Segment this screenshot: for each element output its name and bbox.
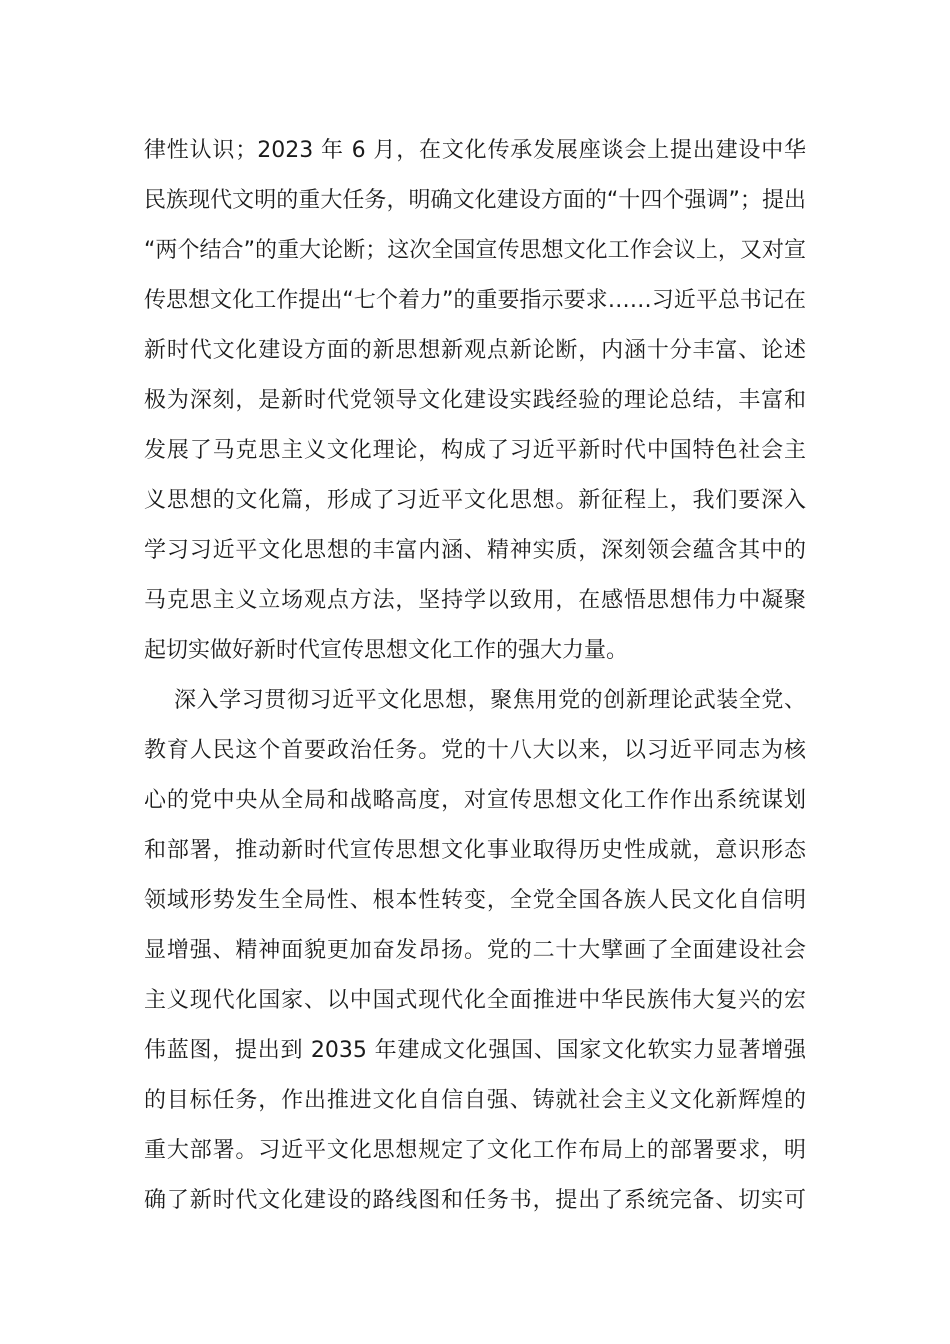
text-line: 深入学习贯彻习近平文化思想，聚焦用党的创新理论武装全党、 — [174, 688, 806, 713]
text-line: 的目标任务，作出推进文化自信自强、铸就社会主义文化新辉煌的 — [144, 1088, 806, 1113]
paragraph-1 — [144, 126, 806, 676]
text-line: 显增强、精神面貌更加奋发昂扬。党的二十大擘画了全面建设社会 — [144, 938, 806, 963]
text-line: 心的党中央从全局和战略高度，对宣传思想文化工作作出系统谋划 — [144, 788, 806, 813]
paragraph-2 — [144, 676, 806, 1226]
text-line: 伟蓝图，提出到 2035 年建成文化强国、国家文化软实力显著增强 — [144, 1038, 806, 1063]
text-line: 义思想的文化篇，形成了习近平文化思想。新征程上，我们要深入 — [144, 488, 806, 513]
text-line: 领域形势发生全局性、根本性转变，全党全国各族人民文化自信明 — [144, 888, 806, 913]
text-line: 学习习近平文化思想的丰富内涵、精神实质，深刻领会蕴含其中的 — [144, 538, 806, 563]
text-line: 起切实做好新时代宣传思想文化工作的强大力量。 — [144, 638, 629, 663]
text-line: 律性认识；2023 年 6 月，在文化传承发展座谈会上提出建设中华 — [144, 138, 806, 163]
text-line: 传思想文化工作提出“七个着力”的重要指示要求……习近平总书记在 — [144, 288, 806, 313]
text-line: 新时代文化建设方面的新思想新观点新论断，内涵十分丰富、论述 — [144, 338, 806, 363]
body-text — [144, 126, 806, 1226]
text-line: 教育人民这个首要政治任务。党的十八大以来，以习近平同志为核 — [144, 738, 806, 763]
text-line: 和部署，推动新时代宣传思想文化事业取得历史性成就，意识形态 — [144, 838, 806, 863]
text-line: 民族现代文明的重大任务，明确文化建设方面的“十四个强调”；提出 — [144, 188, 806, 213]
text-line: 主义现代化国家、以中国式现代化全面推进中华民族伟大复兴的宏 — [144, 988, 806, 1013]
text-line: 确了新时代文化建设的路线图和任务书，提出了系统完备、切实可 — [144, 1188, 806, 1213]
text-line: 重大部署。习近平文化思想规定了文化工作布局上的部署要求，明 — [144, 1138, 806, 1163]
text-line: 发展了马克思主义文化理论，构成了习近平新时代中国特色社会主 — [144, 438, 806, 463]
text-line: 马克思主义立场观点方法，坚持学以致用，在感悟思想伟力中凝聚 — [144, 588, 806, 613]
text-line: “两个结合”的重大论断；这次全国宣传思想文化工作会议上，又对宣 — [144, 238, 806, 263]
text-line: 极为深刻，是新时代党领导文化建设实践经验的理论总结，丰富和 — [144, 388, 806, 413]
